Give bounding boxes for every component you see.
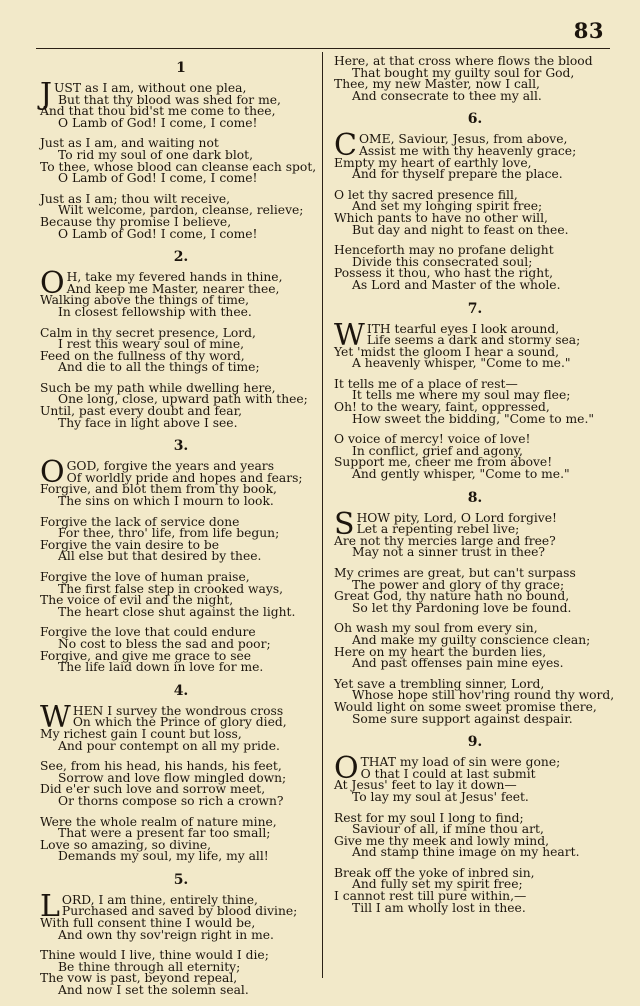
stanza [40, 138, 322, 184]
verse-line: How sweet the bidding, "Come to me." [352, 411, 595, 426]
verse-text: HOW pity, Lord, O Lord forgive! [356, 510, 557, 525]
verse-line: Assist me with thy heavenly grace; [358, 143, 577, 158]
verse-line: And now I set the solemn seal. [58, 983, 249, 998]
drop-cap: W [334, 317, 365, 353]
verse-line: Divide this consecrated soul; [352, 254, 533, 269]
verse-line: No cost to bless the sad and poor; [58, 636, 271, 651]
left-column [40, 56, 322, 1006]
verse-line: But day and night to feast on thee. [352, 222, 569, 237]
verse-line: That bought my guilty soul for God, [352, 65, 575, 80]
verse-line: The heart close shut against the light. [58, 604, 296, 619]
verse-line: Oh! to the weary, faint, oppressed, [334, 400, 550, 415]
verse-line: Did e'er such love and sorrow meet, [40, 782, 266, 797]
verse-line: O Lamb of God! I come, I come! [58, 115, 258, 130]
hymn-number: 7. [467, 300, 483, 317]
verse-line: Walking above the things of time, [40, 293, 250, 308]
verse-line: Demands my soul, my life, my all! [58, 849, 269, 864]
verse-line: Great God, thy nature hath no bound, [334, 589, 570, 604]
verse-line: Sorrow and love flow mingled down; [58, 770, 287, 785]
hymn-number: 8. [467, 489, 483, 506]
stanza [334, 317, 616, 371]
verse-line: May not a sinner trust in thee? [352, 545, 546, 560]
verse-line: O that I could at last submit [360, 766, 536, 781]
stanza [334, 865, 616, 915]
stanza [334, 187, 616, 237]
verse-line: And own thy sov'reign right in me. [58, 927, 274, 942]
stanza [40, 514, 322, 564]
verse-line: Forgive the love of human praise, [40, 570, 250, 584]
verse-line: The life laid down in love for me. [58, 660, 264, 675]
drop-cap: O [40, 266, 65, 302]
verse-line: Yet save a trembling sinner, Lord, [334, 676, 545, 691]
verse-text: THAT my load of sin were gone; [360, 755, 561, 770]
verse-line: Wilt welcome, pardon, cleanse, relieve; [58, 203, 304, 218]
stanza [40, 699, 322, 753]
verse-line: Such be my path while dwelling here, [40, 380, 276, 395]
verse-line: To rid my soul of one dark blot, [58, 147, 254, 162]
verse-text: UST as I am, without one plea, [54, 81, 247, 95]
hymn-number: 3. [173, 438, 189, 455]
drop-cap: C [334, 128, 357, 164]
verse-line: Life seems a dark and stormy sea; [366, 333, 581, 348]
verse-line: Calm in thy secret presence, Lord, [40, 325, 256, 340]
stanza [40, 455, 322, 509]
stanza [40, 627, 322, 673]
verse-line: A heavenly whisper, "Come to me." [352, 356, 571, 371]
verse-line: In closest fellowship with thee. [58, 304, 252, 319]
verse-line: Forgive the vain desire to be [40, 537, 220, 552]
verse-text: ORD, I am thine, entirely thine, [61, 892, 258, 907]
verse-line: Are not thy mercies large and free? [334, 533, 556, 548]
stanza [334, 676, 616, 726]
stanza [334, 245, 616, 291]
drop-cap: O [334, 751, 359, 787]
verse-line: Thine would I live, thine would I die; [40, 948, 269, 963]
stanza [334, 623, 616, 669]
verse-line: Henceforth may no profane delight [334, 243, 554, 258]
verse-line: My richest gain I count but loss, [40, 726, 242, 741]
verse-line: It tells me where my soul may flee; [352, 388, 571, 403]
verse-line: And fully set my spirit free; [352, 877, 523, 892]
verse-line: The vow is past, beyond repeal, [40, 971, 238, 986]
stanza [40, 950, 322, 996]
verse-line: Of worldly pride and hopes and fears; [66, 470, 303, 485]
verse-line: At Jesus' feet to lay it down— [334, 778, 517, 793]
verse-line: Yet 'midst the gloom I hear a sound, [334, 344, 560, 359]
verse-line: And keep me Master, nearer thee, [66, 281, 280, 296]
verse-line: I rest this weary soul of mine, [58, 337, 245, 352]
verse-line: Forgive the love that could endure [40, 625, 256, 640]
stanza [40, 888, 322, 942]
verse-line: Rest for my soul I long to find; [334, 810, 524, 825]
verse-line: But that thy blood was shed for me, [58, 92, 281, 107]
stanza [334, 56, 616, 102]
verse-line: O Lamb of God! I come, I come! [58, 171, 258, 186]
verse-line: Till I am wholly lost in thee. [352, 900, 526, 915]
verse-line: Give me thy meek and lowly mind, [334, 833, 550, 848]
hymn-number: 5. [173, 871, 189, 888]
drop-cap: S [334, 506, 355, 542]
verse-line: That were a present far too small; [58, 826, 271, 841]
verse-line: Forgive, and blot them from thy book, [40, 482, 277, 497]
verse-line: And pour contempt on all my pride. [58, 738, 280, 753]
stanza [40, 761, 322, 807]
verse-line: Here, at that cross where flows the blood [334, 54, 593, 68]
verse-line: And die to all the things of time; [58, 360, 260, 375]
header-rule [36, 48, 610, 49]
stanza [40, 814, 322, 864]
stanza [40, 77, 322, 130]
verse-line: So let thy Pardoning love be found. [352, 600, 572, 615]
verse-line: Or thorns compose so rich a crown? [58, 793, 284, 808]
stanza [40, 380, 322, 430]
verse-line: Support me, cheer me from above! [334, 455, 553, 470]
verse-line: Possess it thou, who hast the right, [334, 266, 554, 281]
stanza [334, 128, 616, 182]
verse-line: Would light on some sweet promise there, [334, 699, 597, 714]
verse-line: To thee, whose blood can cleanse each spot, [40, 159, 317, 174]
verse-line: And for thyself prepare the place. [352, 167, 563, 182]
verse-line: O let thy sacred presence fill, [334, 187, 518, 202]
verse-line: It tells me of a place of rest— [334, 376, 518, 391]
verse-line: Were the whole realm of nature mine, [40, 814, 277, 829]
verse-line: On which the Prince of glory died, [72, 715, 287, 730]
verse-line: As Lord and Master of the whole. [352, 277, 561, 292]
verse-line: Just as I am; thou wilt receive, [40, 191, 231, 206]
verse-line: My crimes are great, but can't surpass [334, 566, 576, 580]
stanza [334, 376, 616, 426]
verse-text: H, take my fevered hands in thine, [66, 270, 283, 285]
verse-line: Love so amazing, so divine, [40, 837, 212, 852]
verse-line: Until, past every doubt and fear, [40, 404, 243, 419]
verse-line: Thee, my new Master, now I call, [334, 77, 540, 92]
verse-line: The voice of evil and the night, [40, 593, 234, 608]
verse-line: And stamp thine image on my heart. [352, 845, 580, 860]
verse-line: Because thy promise I believe, [40, 214, 232, 229]
verse-line: See, from his head, his hands, his feet, [40, 759, 282, 774]
verse-line: Oh wash my soul from every sin, [334, 621, 538, 636]
right-column [334, 56, 616, 923]
verse-line: Just as I am, and waiting not [40, 136, 219, 151]
stanza [40, 191, 322, 241]
verse-line: Here on my heart the burden lies, [334, 644, 547, 659]
verse-line: O Lamb of God! I come, I come! [58, 226, 258, 241]
stanza [334, 434, 616, 480]
drop-cap: O [40, 455, 65, 491]
verse-line: I cannot rest till pure within,— [334, 889, 527, 904]
verse-line: Empty my heart of earthly love, [334, 155, 532, 170]
stanza [40, 572, 322, 618]
verse-line: And set my longing spirit free; [352, 199, 543, 214]
hymn-number: 9. [467, 734, 483, 751]
verse-line: And make my guilty conscience clean; [352, 632, 591, 647]
hymn-number: 6. [467, 111, 483, 128]
verse-line: With full consent thine I would be, [40, 916, 256, 931]
verse-line: Whose hope still hov'ring round thy word, [352, 688, 615, 703]
verse-text: HEN I survey the wondrous cross [72, 703, 284, 718]
verse-line: The sins on which I mourn to look. [58, 494, 274, 509]
stanza [334, 810, 616, 860]
verse-line: Some sure support against despair. [352, 711, 573, 726]
hymn-number: 4. [173, 682, 189, 699]
verse-line: Which pants to have no other will, [334, 210, 548, 225]
verse-line: In conflict, grief and agony, [352, 443, 523, 458]
page-number: 83 [573, 18, 604, 43]
verse-line: Feed on the fullness of thy word, [40, 348, 245, 363]
verse-line: Purchased and saved by blood divine; [61, 904, 298, 919]
verse-line: Break off the yoke of inbred sin, [334, 865, 535, 880]
hymn-number: 2. [173, 249, 189, 266]
verse-line: Let a repenting rebel live; [356, 522, 520, 537]
stanza [40, 325, 322, 375]
stanza [40, 266, 322, 319]
verse-line: The first false step in crooked ways, [58, 581, 284, 596]
hymn-number: 1 [176, 60, 186, 76]
verse-line: Forgive, and give me grace to see [40, 648, 252, 663]
verse-line: Be thine through all eternity; [58, 959, 241, 974]
verse-text: OME, Saviour, Jesus, from above, [358, 132, 568, 147]
verse-line: O voice of mercy! voice of love! [334, 432, 531, 447]
verse-line: And that thou bid'st me come to thee, [40, 104, 276, 119]
verse-text: ITH tearful eyes I look around, [366, 321, 560, 336]
verse-line: And past offenses pain mine eyes. [352, 656, 564, 671]
stanza [334, 751, 616, 804]
drop-cap: W [40, 699, 71, 735]
drop-cap: L [40, 888, 60, 924]
verse-line: All else but that desired by thee. [58, 549, 262, 564]
verse-line: To lay my soul at Jesus' feet. [352, 789, 529, 804]
stanza [334, 568, 616, 614]
verse-line: Thy face in light above I see. [58, 415, 238, 430]
verse-line: One long, close, upward path with thee; [58, 392, 308, 407]
verse-line: The power and glory of thy grace; [352, 577, 565, 592]
verse-line: Forgive the lack of service done [40, 514, 240, 529]
verse-line: And gently whisper, "Come to me." [352, 467, 570, 482]
verse-text: GOD, forgive the years and years [66, 459, 274, 474]
verse-line: Saviour of all, if mine thou art, [352, 822, 544, 837]
verse-line: And consecrate to thee my all. [352, 88, 542, 103]
verse-line: For thee, thro' life, from life begun; [58, 526, 280, 541]
drop-cap: J [40, 77, 53, 112]
stanza [334, 506, 616, 560]
column-divider [322, 52, 323, 978]
